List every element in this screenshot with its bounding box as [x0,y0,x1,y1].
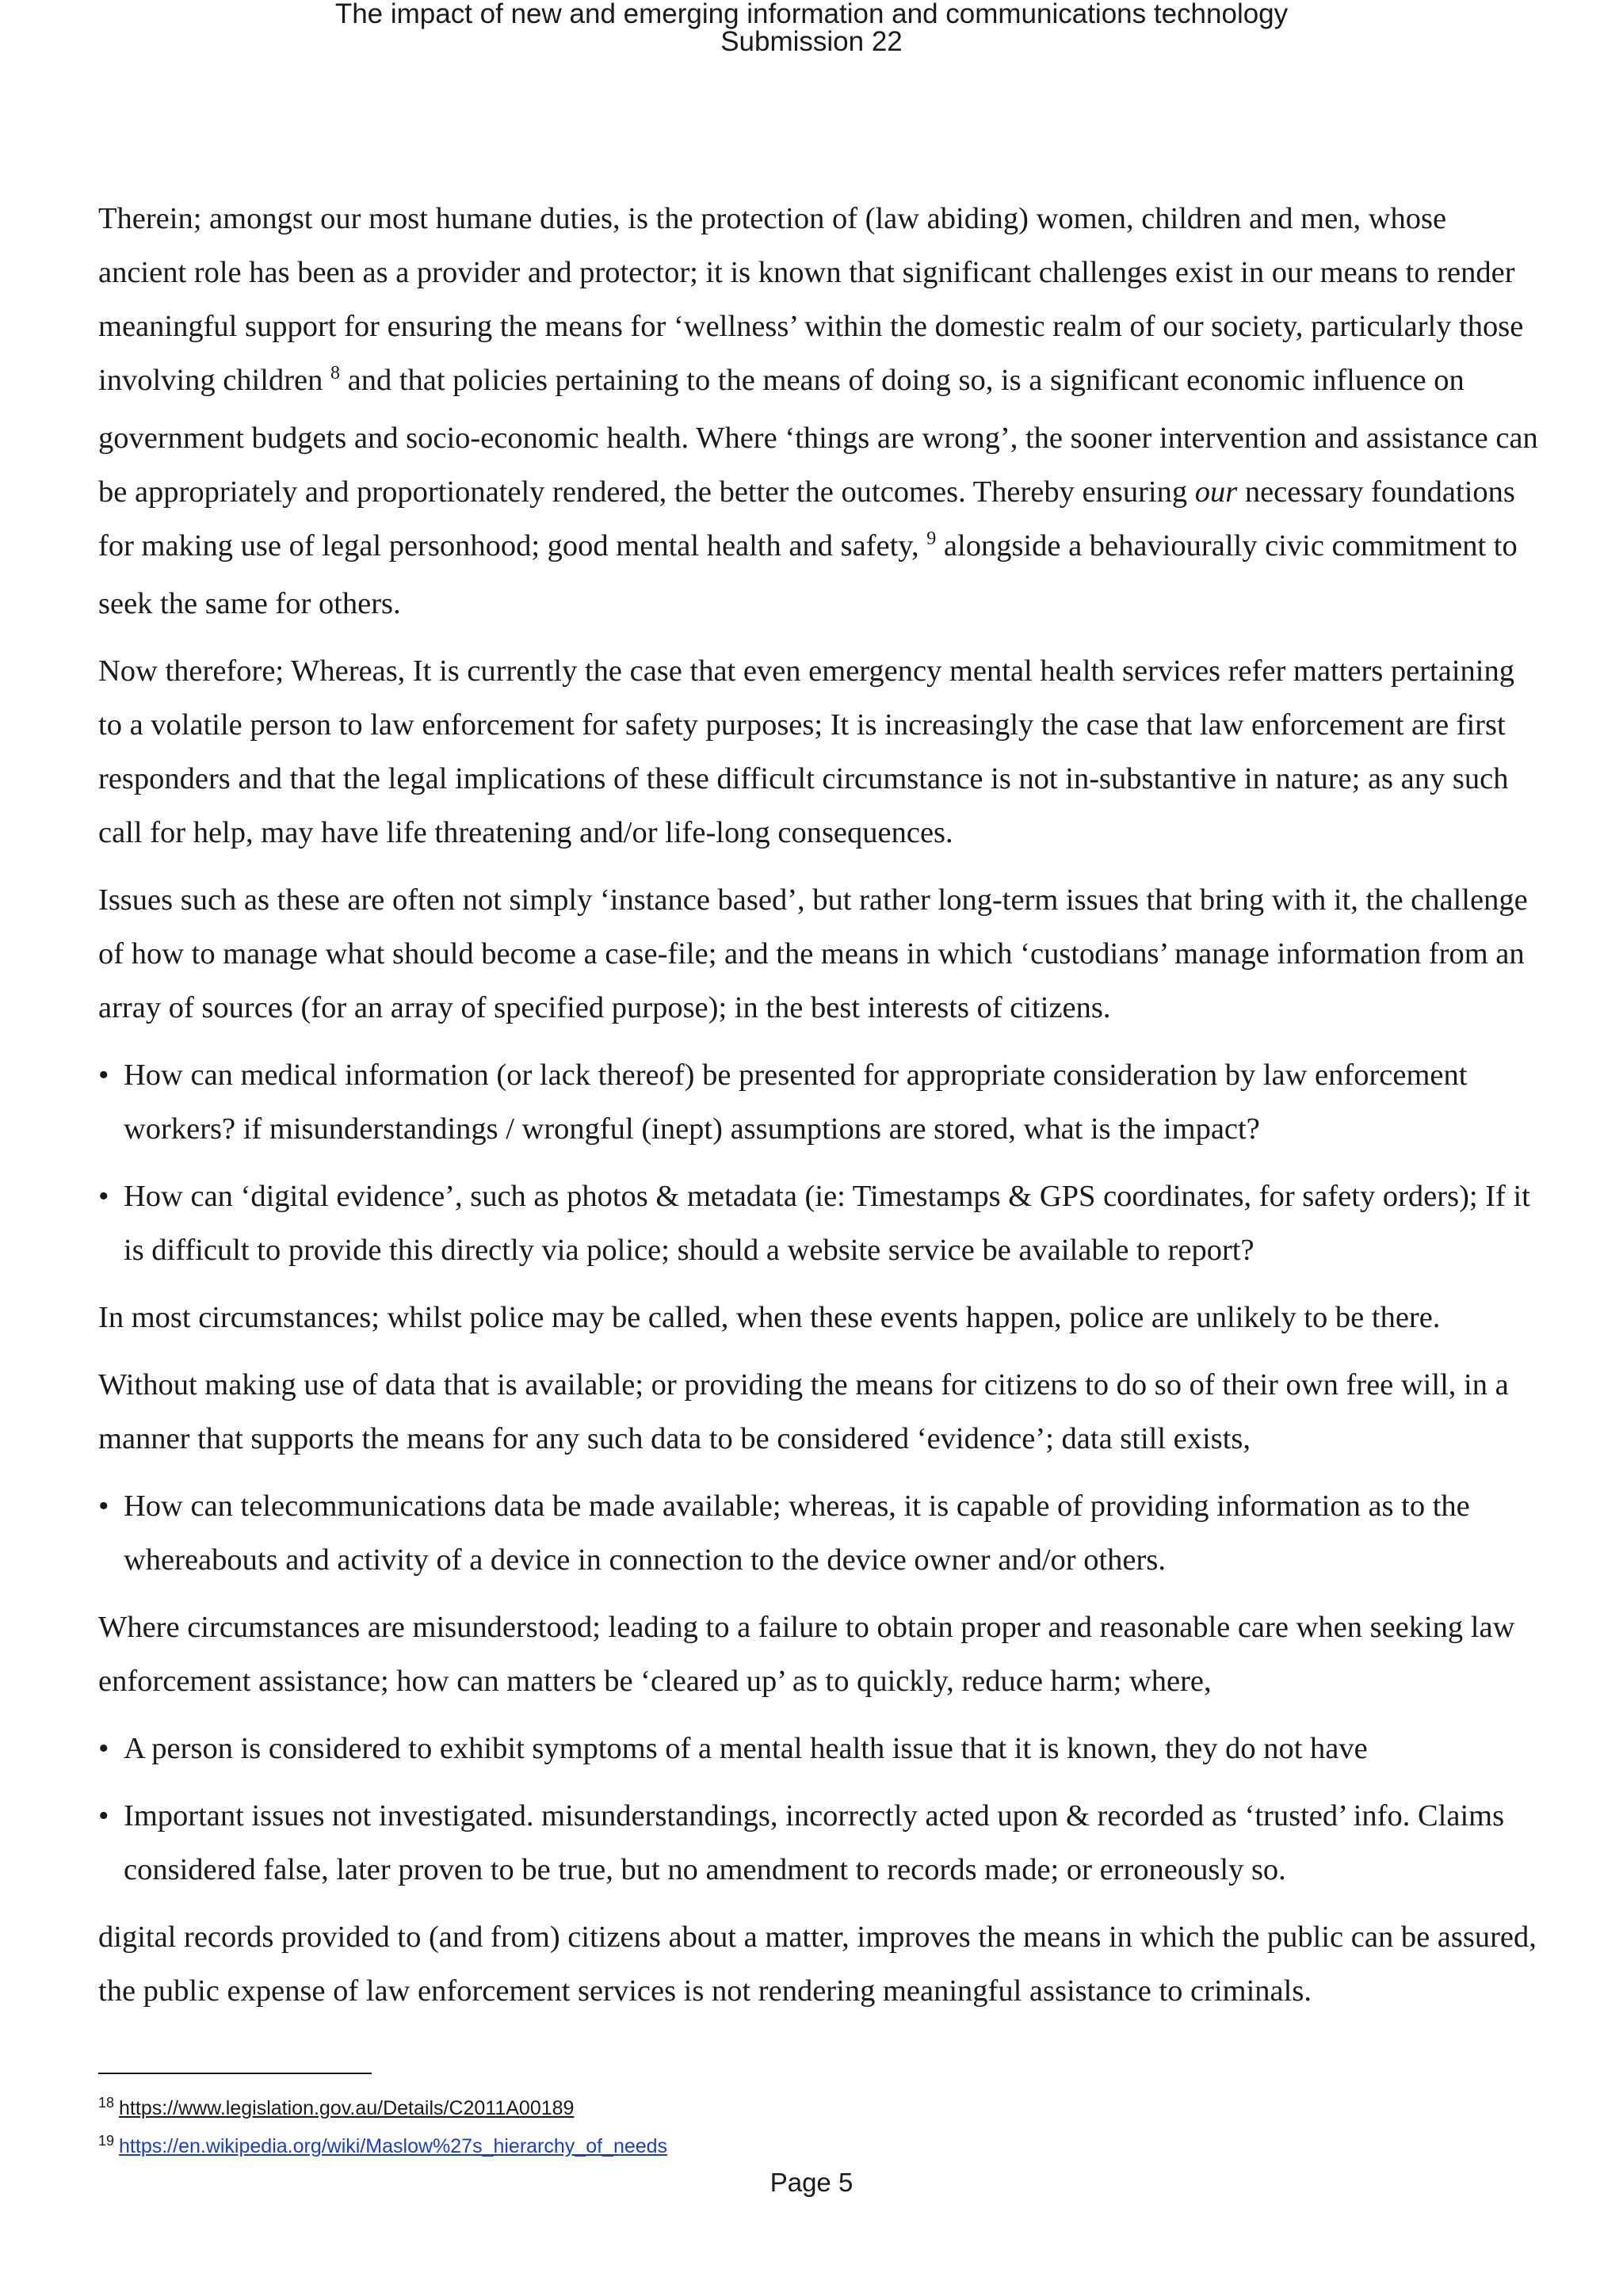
list-item-text: How can ‘digital evidence’, such as photos & metadata (ie: Timestamps & GPS coordinates, for safety orders); If it is difficult to provide this directly via police; should a website service be available to report? [124,1180,1530,1267]
bullet-icon: • [98,1489,109,1523]
header-title: The impact of new and emerging information and communications technology [334,0,1289,29]
footnote-link-legislation[interactable]: https://www.legislation.gov.au/Details/C2011A00189 [119,2097,575,2119]
list-item [98,1789,1541,1897]
footnote-divider [98,2073,372,2074]
list-item-text: A person is considered to exhibit symptoms of a mental health issue that it is known, they do not have [124,1732,1368,1765]
bullet-icon: • [98,1180,109,1213]
list-item [98,1048,1541,1156]
footnote-link-wikipedia[interactable]: https://en.wikipedia.org/wiki/Maslow%27s_hierarchy_of_needs [119,2135,668,2157]
bullet-list-3 [98,1722,1541,1897]
paragraph-4: In most circumstances; whilst police may be called, when these events happen, police are unlikely to be there. [98,1301,1441,1334]
header-submission: Submission 22 [720,26,903,57]
list-item-text: How can medical information (or lack thereof) be presented for appropriate consideration by law enforcement workers? if misunderstandings / wrongful (inept) assumptions are stored, what is the impact? [124,1058,1468,1146]
footnote-ref-9: 9 [926,528,937,549]
paragraph-2: Now therefore; Whereas, It is currently the case that even emergency mental health services refer matters pertaining to a volatile person to law enforcement for safety purposes; It is increasingly the case that law enforcement are first responders and that the legal implications of these difficult circumstance is not in-substantive in nature; as any such call for help, may have life threatening and/or life-long consequences. [98,654,1514,849]
paragraph-1-part-3: necessary foundations for making use of legal personhood; good mental health and safety, [98,475,1515,563]
paragraph-1-part-4: alongside a behaviourally civic commitment to seek the same for others. [98,529,1518,620]
footnote-ref-8: 8 [330,363,340,383]
footnote-18 [98,2090,667,2128]
list-item [98,1169,1541,1277]
paragraph-6: Where circumstances are misunderstood; leading to a failure to obtain proper and reasonable care when seeking law enforcement assistance; how can matters be ‘cleared up’ as to quickly, reduce harm; where, [98,1611,1515,1698]
paragraph-1-italic: our [1194,475,1238,509]
bullet-icon: • [98,1799,109,1833]
list-item [98,1479,1541,1587]
footnote-number: 18 [98,2095,115,2111]
list-item-text: How can telecommunications data be made available; whereas, it is capable of providing information as to the whereabouts and activity of a device in connection to the device owner and/or others. [124,1489,1470,1577]
footnote-19 [98,2128,667,2166]
footnotes [98,2090,667,2166]
page-number: Page 5 [769,2168,854,2197]
footnote-number: 19 [98,2133,115,2149]
list-item-text: Important issues not investigated. misunderstandings, incorrectly acted upon & recorded as ‘trusted’ info. Claims considered false, later proven to be true, but no amendment to records made; or erroneously so. [124,1799,1505,1886]
paragraph-7: digital records provided to (and from) citizens about a matter, improves the means in which the public can be assured, the public expense of law enforcement services is not rendering meaningful assistance to criminals. [98,1920,1537,2008]
paragraph-1 [98,192,1541,631]
bullet-icon: • [98,1058,109,1092]
paragraph-1-part-2: and that policies pertaining to the means of doing so, is a significant economic influence on government budgets and socio-economic health. Where ‘things are wrong’, the sooner intervention and assistance can be appropriately and proportionately rendered, the better the outcomes. Thereby ensuring [98,364,1538,509]
document-body [98,192,1541,2031]
paragraph-3: Issues such as these are often not simply ‘instance based’, but rather long-term issues that bring with it, the challenge of how to manage what should become a case-file; and the means in which ‘custodians’ manage information from an array of sources (for an array of specified purpose); in the best interests of citizens. [98,883,1528,1024]
bullet-list-2 [98,1479,1541,1587]
bullet-list-1 [98,1048,1541,1277]
list-item [98,1722,1541,1775]
paragraph-1-part-1: Therein; amongst our most humane duties, is the protection of (law abiding) women, children and men, whose ancient role has been as a provider and protector; it is known that significant challenges exist in our means to render meaningful support for ensuring the means for ‘wellness’ within the domestic realm of our society, particularly those involving children [98,202,1524,397]
page-header [0,0,1623,55]
paragraph-5: Without making use of data that is available; or providing the means for citizens to do so of their own free will, in a manner that supports the means for any such data to be considered ‘evidence’; data still exists, [98,1368,1509,1455]
bullet-icon: • [98,1732,109,1765]
